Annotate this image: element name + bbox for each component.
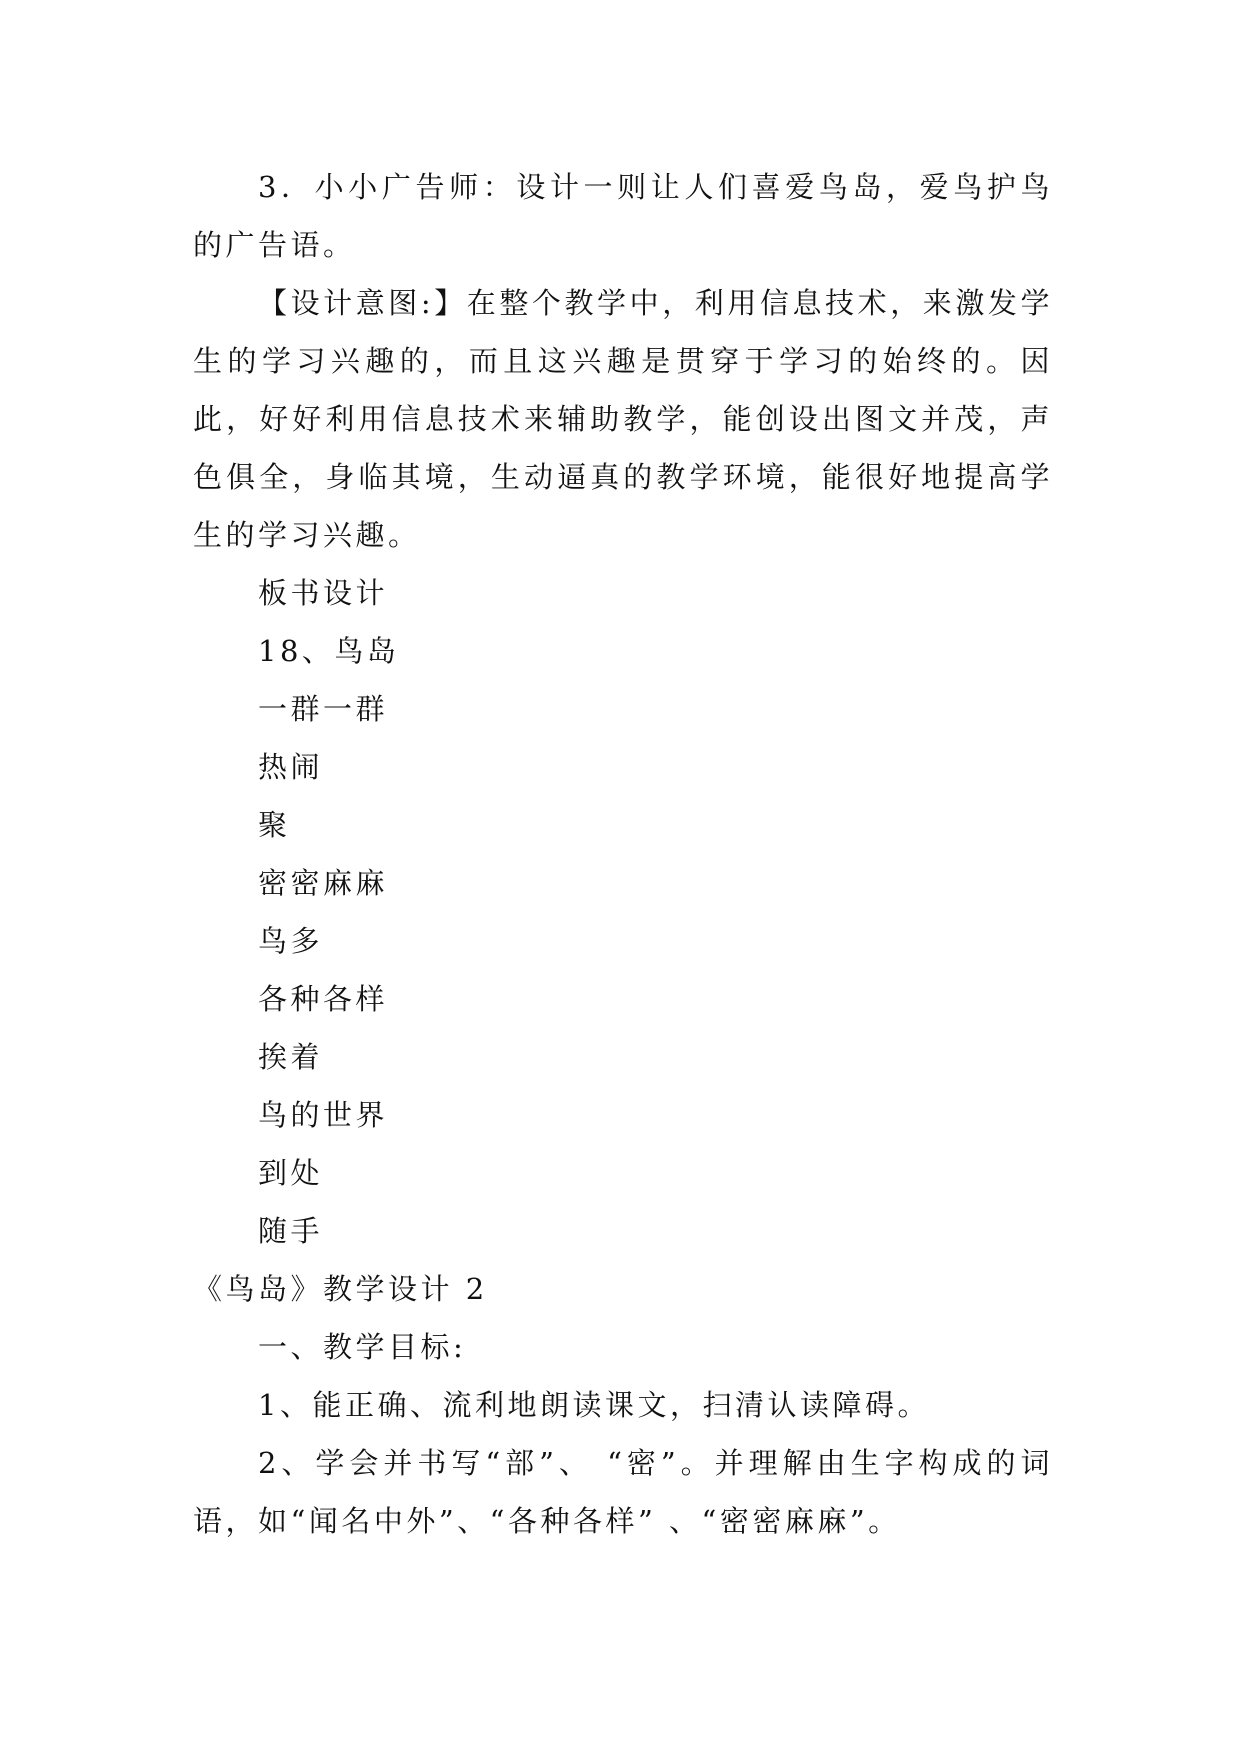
board-item: 各种各样 bbox=[258, 982, 389, 1016]
board-item: 鸟的世界 bbox=[258, 1098, 389, 1132]
paragraph-design-intent: 【设计意图:】在整个教学中，利用信息技术，来激发学生的学习兴趣的，而且这兴趣是贯穿于学习的始终的。因此，好好利用信息技术来辅助教学，能创设出图文并茂，声色俱全，身临其境，生动逼真的教学环境，能很好地提高学生的学习兴趣。 bbox=[193, 286, 1053, 552]
board-item: 热闹 bbox=[258, 750, 324, 784]
document-body bbox=[193, 158, 1053, 1550]
board-item: 鸟多 bbox=[258, 924, 324, 958]
board-item: 随手 bbox=[258, 1214, 324, 1248]
section-title: 《鸟岛》教学设计 2 bbox=[193, 1272, 488, 1306]
board-item: 18、鸟岛 bbox=[258, 634, 400, 668]
goals-heading: 一、教学目标: bbox=[258, 1330, 467, 1364]
paragraph-ad-task: 3．小小广告师：设计一则让人们喜爱鸟岛，爱鸟护鸟的广告语。 bbox=[193, 170, 1053, 262]
goal-item-2: 2、学会并书写“部”、 “密”。并理解由生字构成的词语，如“闻名中外”、“各种各样” 、“密密麻麻”。 bbox=[193, 1446, 1053, 1538]
board-design-title: 板书设计 bbox=[258, 576, 389, 610]
board-item: 密密麻麻 bbox=[258, 866, 389, 900]
board-item: 一群一群 bbox=[258, 692, 389, 726]
goal-item-1: 1、能正确、流利地朗读课文，扫清认读障碍。 bbox=[258, 1388, 930, 1422]
board-item: 到处 bbox=[258, 1156, 324, 1190]
board-item: 挨着 bbox=[258, 1040, 324, 1074]
board-item: 聚 bbox=[258, 808, 291, 842]
